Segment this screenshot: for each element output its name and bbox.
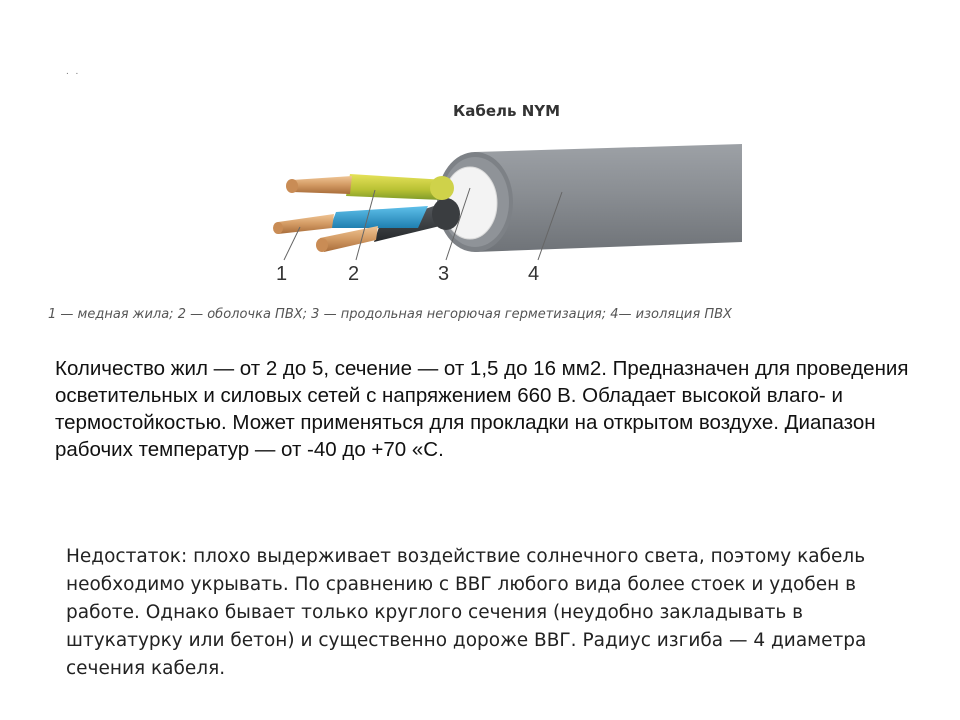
label-2: 2: [348, 263, 360, 285]
figure-caption: 1 — медная жила; 2 — оболочка ПВХ; 3 — продольная негорючая герметизация; 4— изоляция ПВХ: [48, 307, 732, 322]
yellow-green-wire: [346, 174, 454, 200]
label-3: 3: [438, 263, 450, 285]
decorative-dots: . .: [66, 66, 81, 77]
drawback-paragraph: Недостаток: плохо выдерживает воздействие солнечного света, поэтому кабель необходимо укрывать. По сравнению с ВВГ любого вида более стоек и удобен в работе. Однако бывает только круглого сечения (неудобно закладывать в штукатурку или бетон) и существенно дороже ВВГ. Радиус изгиба — 4 диаметра сечения кабеля.: [66, 546, 867, 679]
description-paragraph: Количество жил — от 2 до 5, сечение — от 1,5 до 16 мм2. Предназначен для проведения осветительных и силовых сетей с напряжением 660 В. Обладает высокой влаго- и термостойкостью. Может применяться для прокладки на открытом воздухе. Диапазон рабочих температур — от -40 до +70 «С.: [55, 357, 909, 461]
blue-wire: [330, 206, 428, 228]
label-1: 1: [276, 263, 288, 285]
figure-title: Кабель NYM: [453, 102, 561, 120]
cable-illustration: [270, 130, 750, 290]
label-4: 4: [528, 263, 540, 285]
